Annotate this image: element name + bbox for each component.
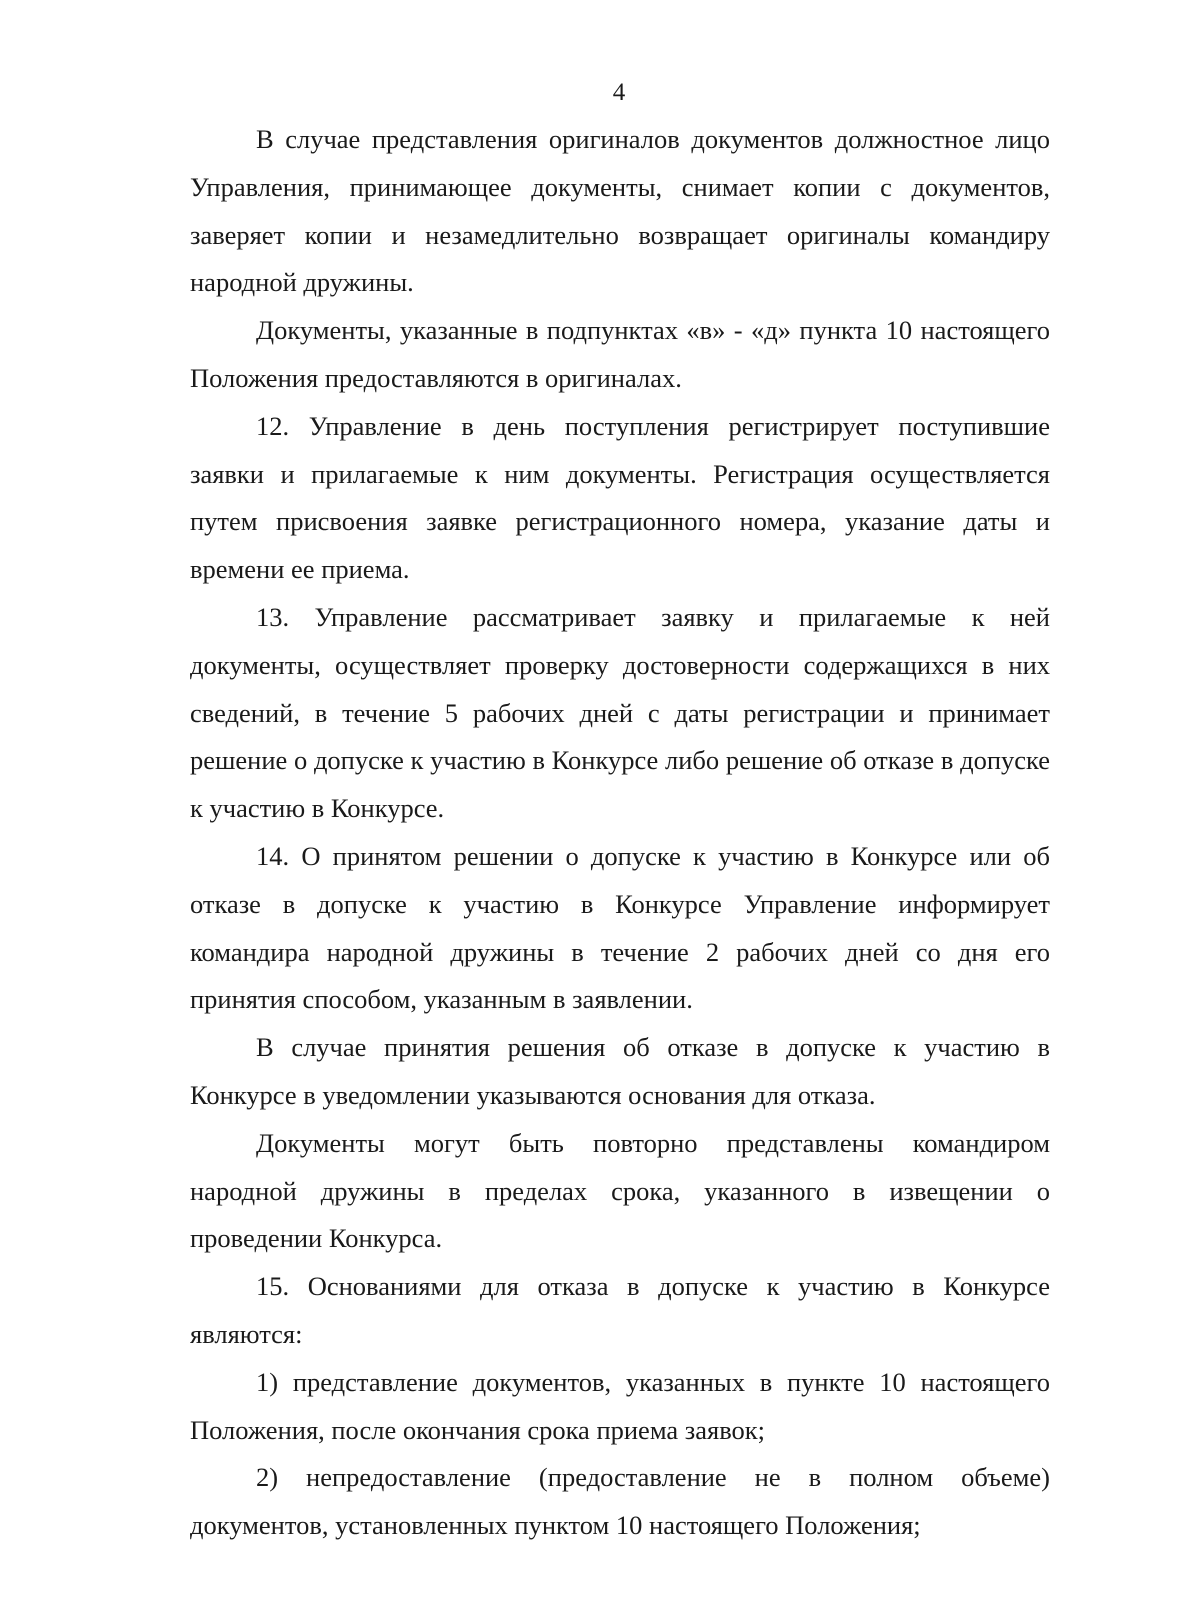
page-number: 4 <box>612 79 626 106</box>
paragraph-item-12: 12. Управление в день поступления регистрирует поступившие заявки и прилагаемые к ним документы. Регистрация осуществляется путем присвоения заявке регистрационного номера, указание даты и времени ее приема. <box>190 410 1050 585</box>
paragraph-subitem-1: 1) представление документов, указанных в пункте 10 настоящего Положения, после окончания срока приема заявок; <box>190 1366 1050 1445</box>
paragraph-item-14: 14. О принятом решении о допуске к участию в Конкурсе или об отказе в допуске к участию в Конкурсе Управление информирует командира народной дружины в течение 2 рабочих дней со дня его принятия способом, указанным в заявлении. <box>190 840 1050 1015</box>
paragraph-item-13: 13. Управление рассматривает заявку и прилагаемые к ней документы, осуществляет проверку достоверности содержащихся в них сведений, в течение 5 рабочих дней с даты регистрации и принимает решение о допуске к участию в Конкурсе либо решение об отказе в допуске к участию в Конкурсе. <box>190 601 1050 824</box>
paragraph-originals-required: Документы, указанные в подпунктах «в» - «д» пункта 10 настоящего Положения предоставляются в оригиналах. <box>190 315 1050 393</box>
paragraph-refusal-notice: В случае принятия решения об отказе в допуске к участию в Конкурсе в уведомлении указываются основания для отказа. <box>190 1032 1050 1110</box>
paragraph-subitem-2: 2) непредоставление (предоставление не в полном объеме) документов, установленных пунктом 10 настоящего Положения; <box>190 1462 1050 1541</box>
paragraph-resubmission: Документы могут быть повторно представлены командиром народной дружины в пределах срока, указанного в извещении о проведении Конкурса. <box>190 1127 1050 1254</box>
paragraph-originals-copies: В случае представления оригиналов документов должностное лицо Управления, принимающее документы, снимает копии с документов, заверяет копии и незамедлительно возвращает оригиналы командиру народной дружины. <box>190 124 1050 298</box>
document-body <box>190 116 1050 1550</box>
paragraph-item-15: 15. Основаниями для отказа в допуске к участию в Конкурсе являются: <box>190 1271 1050 1349</box>
